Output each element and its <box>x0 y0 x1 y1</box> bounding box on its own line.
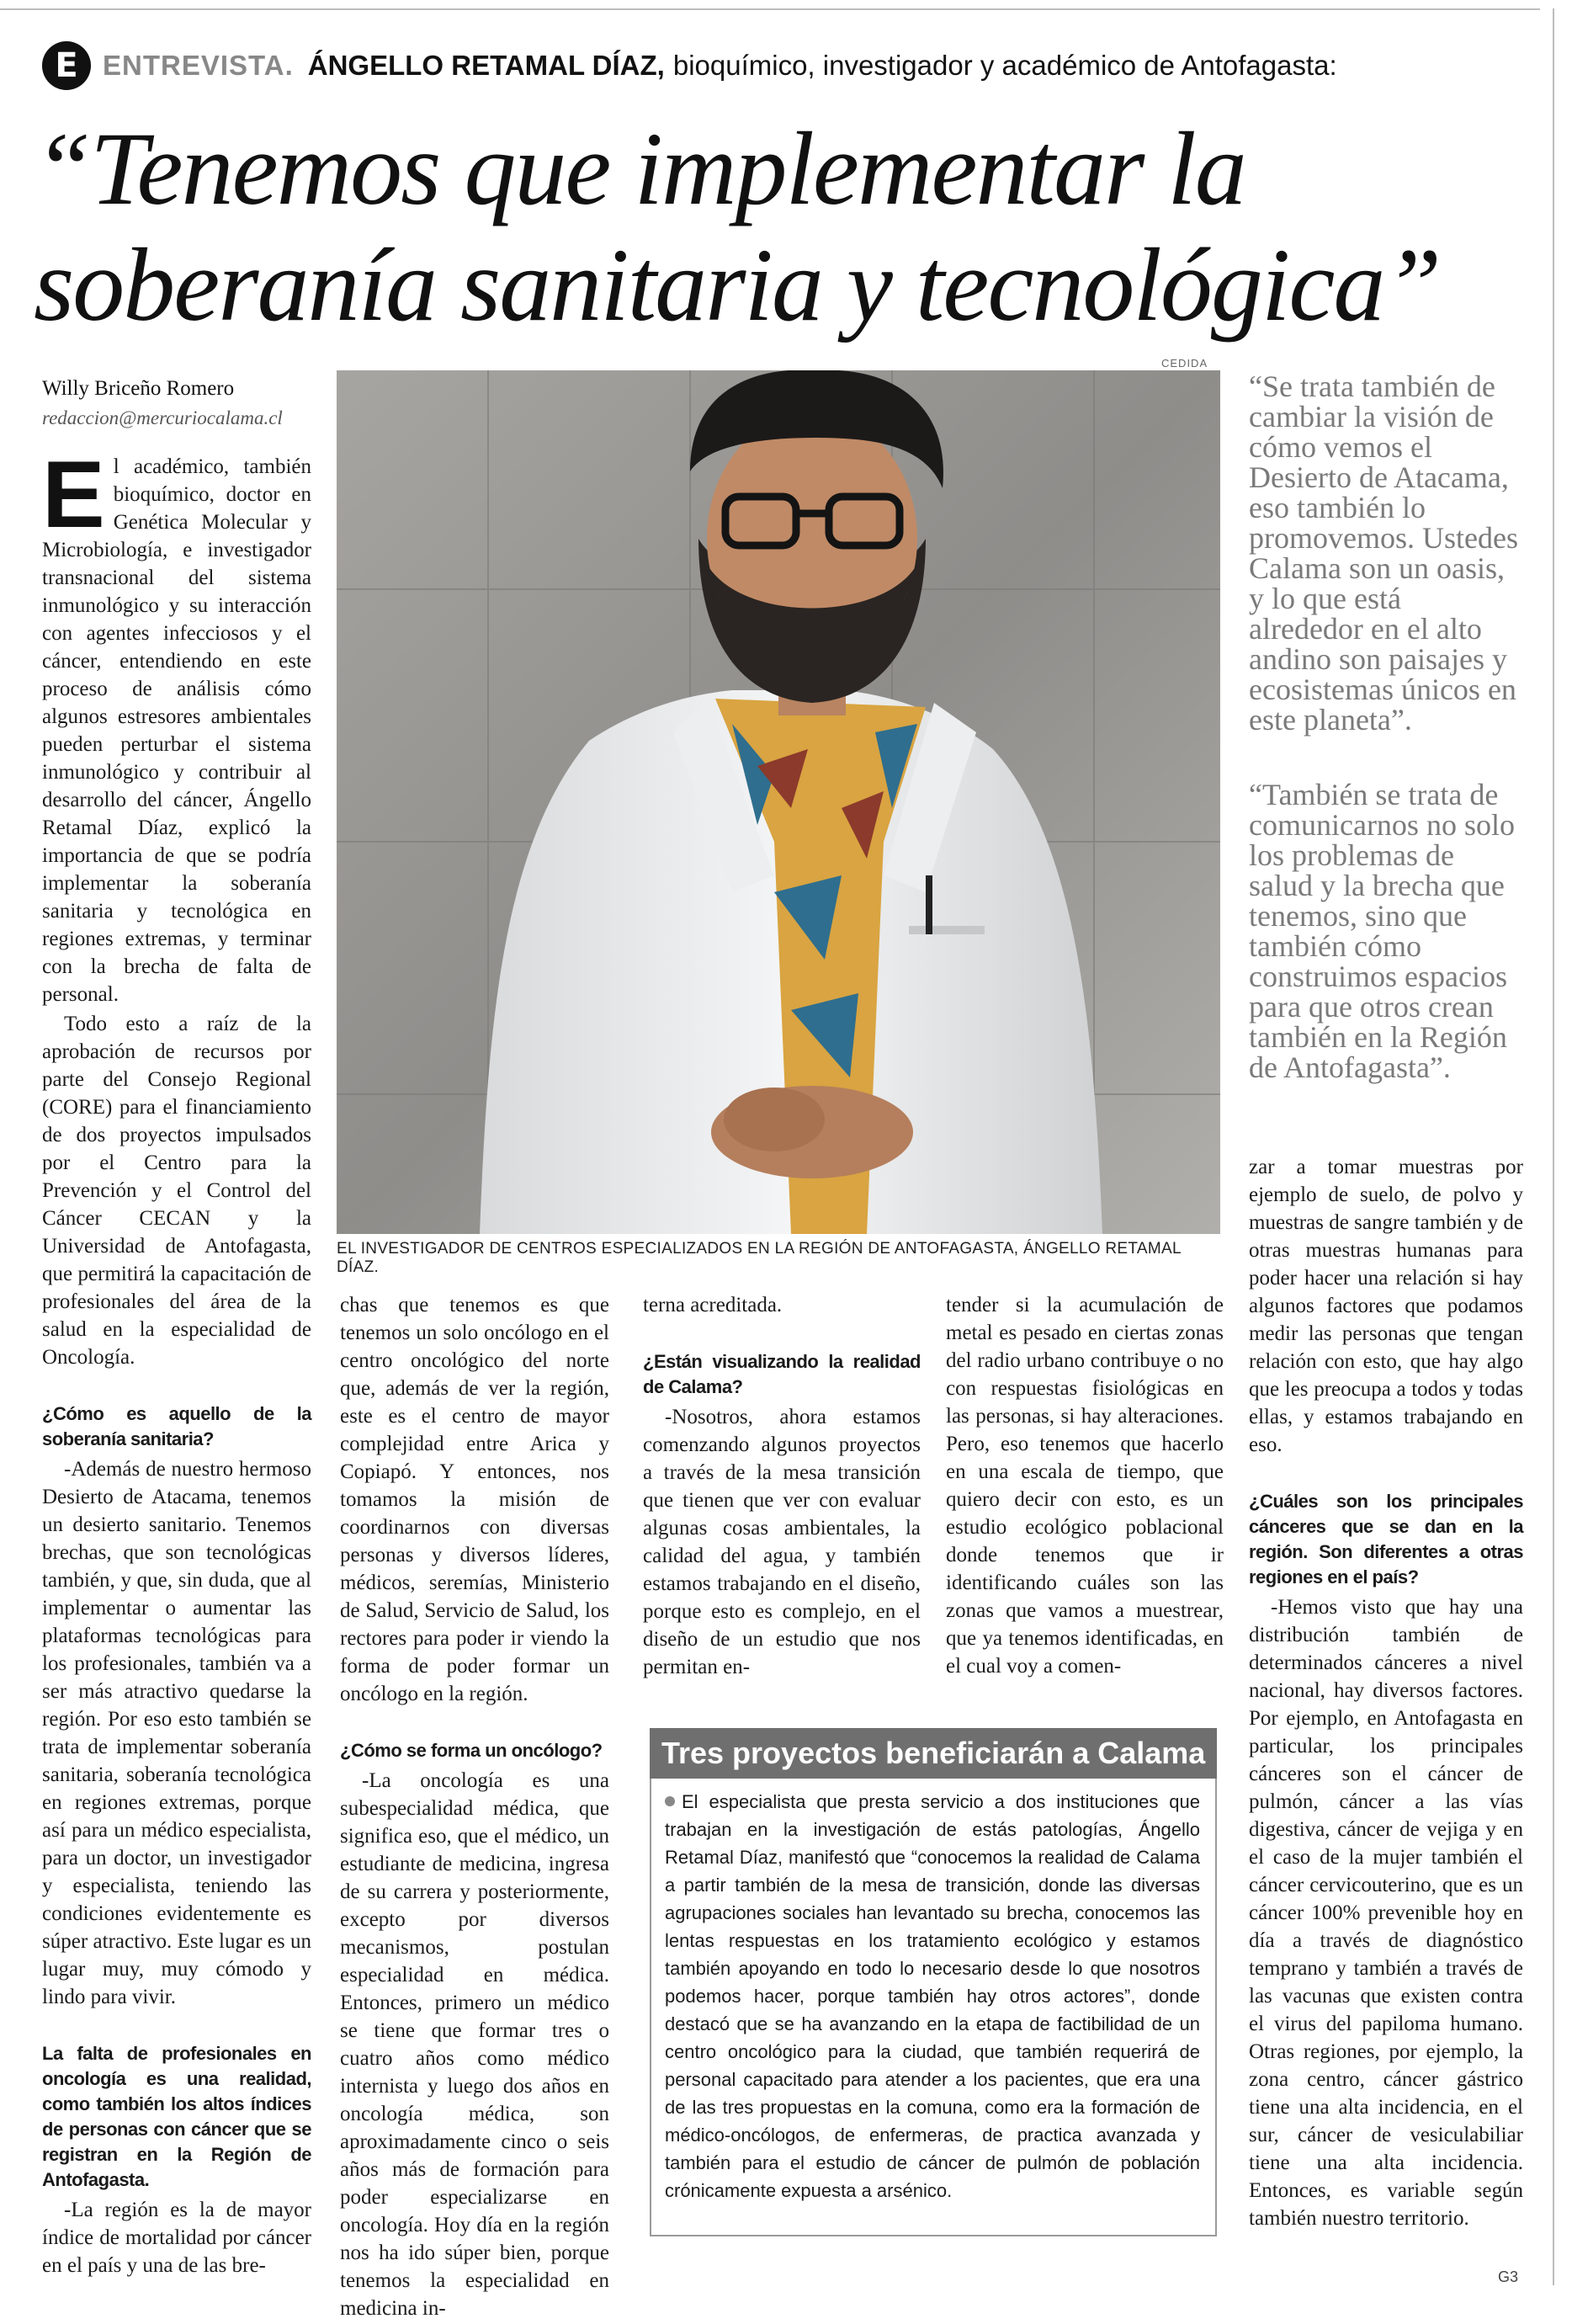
answer: -Además de nuestro hermoso Desierto de Atacama, tenemos un desierto sanitario. Tenemos brechas, que son tecnológicas también, y que, sin duda, que al implementar o aumentar las plataformas tecnológicas para los profesionales, también va a ser más atractivo quedarse la región. Por eso esto también se trata de implementar soberanía sanitaria, soberanía tecnológica en regiones extremas, porque así para un médico especialista, para un doctor, un investigador y especialista, teniendo las condiciones evidentemente es súper atractivo. Este lugar es un lugar muy, muy cómodo y lindo para vivir. <box>42 1458 311 2008</box>
headline-line-1: “Tenemos que implementar la <box>34 111 1245 226</box>
column-5 <box>1249 1153 1523 2234</box>
box-body: El especialista que presta servicio a dos instituciones que trabajan en la investigación de estás patologías, Ángello Retamal Díaz, manifestó que “conocemos la realidad de Calama a partir también de la mesa de transición, donde las diversas agrupaciones sociales han levantado su brecha, conocemos las lentas respuestas en los tratamiento ecológico y estamos también apoyando en todo lo necesario desde lo que nosotros podemos hacer, porque también hay otros actores”, donde destacó que se ha avanzando en la etapa de factibilidad de un centro oncológico para la ciudad, que también requerirá de personal capacitado para atender a los pacientes, que era una de las tres propuestas en la comuna, como era la formación de médico-oncólogos, de enfermeras, de practica avanzada y también para el estudio de cáncer de pulmón de población crónicamente expuesta a arsénico. <box>665 1791 1200 2201</box>
photo-caption: EL INVESTIGADOR DE CENTROS ESPECIALIZADOS EN LA REGIÓN DE ANTOFAGASTA, ÁNGELLO RETAMAL DÍAZ. <box>337 1240 1182 1276</box>
answer: -La región es la de mayor índice de mortalidad por cáncer en el país y una de las bre- <box>42 2199 311 2277</box>
end-mark: G3 <box>1498 2268 1519 2285</box>
paragraph: Todo esto a raíz de la aprobación de recursos por parte del Consejo Regional (CORE) para el financiamiento de dos proyectos impulsados por el Centro para la Prevención y el Control del Cáncer CECAN y la Universidad de Antofagasta, que permitirá la capacitación de profesionales del área de la salud en la especialidad de Oncología. <box>42 1013 311 1369</box>
paragraph: tender si la acumulación de metal es pesado en ciertas zonas del radio urbano contribuye o no con respuestas fisiológicas en las personas, si hay alteraciones. Pero, eso tenemos que hacerlo en una escala de tiempo, que quiero decir con esto, es un estudio ecológico poblacional donde tenemos que ir identificando cuáles son las zonas que vamos a muestrear, que ya tenemos identificadas, en el cual voy a comen- <box>946 1294 1224 1678</box>
answer: -Nosotros, ahora estamos comenzando algunos proyectos a través de la mesa transición que tienen que ver con evaluar algunas cosas ambientales, la calidad del agua, y también estamos trabajando en el diseño, porque esto es complejo, en el diseño de un estudio que nos permitan en- <box>643 1406 921 1678</box>
intro-text: l académico, también bioquímico, doctor en Genética Molecular y Microbiología, e investigador transnacional del sistema inmunológico y su interacción con agentes infecciosos y el cáncer, entendiendo en este proceso de análisis cómo algunos estresores ambientales pueden perturbar el sistema inmunológico y contribuir al desarrollo del cáncer, Ángello Retamal Díaz, explicó la importancia de que se podría implementar la soberanía sanitaria y tecnológica en regiones extremas, y terminar con la brecha de falta de personal. <box>42 455 311 1006</box>
interviewee-description: bioquímico, investigador y académico de Antofagasta: <box>672 50 1337 81</box>
question: La falta de profesionales en oncología es una realidad, como también los altos índices de personas con cáncer que se registran en la Región de Antofagasta. <box>42 2043 311 2190</box>
author-email[interactable]: redaccion@mercuriocalama.cl <box>42 407 283 428</box>
question: ¿Cómo se forma un oncólogo? <box>340 1740 603 1761</box>
intro-paragraph <box>42 442 311 1008</box>
question: ¿Están visualizando la realidad de Calama? <box>643 1351 921 1397</box>
column-2 <box>340 1291 609 2324</box>
headline-line-2: soberanía sanitaria y tecnológica” <box>34 227 1441 343</box>
top-rule <box>0 8 1540 10</box>
paragraph: zar a tomar muestras por ejemplo de suelo, de polvo y muestras de sangre también y de otras muestras humanas para poder hacer una relación si hay algunos factores que podamos medir las personas que tengan relación con esto, que hay algo que les preocupa a todos y todas ellas, y estamos trabajando en eso. <box>1249 1156 1523 1456</box>
pull-quote-2: “También se trata de comunicarnos no solo los problemas de salud y la brecha que tenemos, sino que también cómo construimos espacios para que otros crean también en la Región de Antofagasta”. <box>1249 778 1515 1084</box>
side-rule <box>1553 8 1554 2285</box>
interviewee-name: ÁNGELLO RETAMAL DÍAZ, <box>307 50 665 81</box>
box-text <box>665 1788 1200 2204</box>
section-badge: E <box>42 41 91 90</box>
headline <box>34 111 1540 343</box>
drop-cap: E <box>42 442 105 547</box>
bullet-icon <box>665 1796 675 1806</box>
kicker <box>42 40 1337 91</box>
author: Willy Briceño Romero <box>42 377 235 400</box>
section-dot: . <box>284 50 293 81</box>
question: ¿Cómo es aquello de la soberanía sanitaria? <box>42 1403 311 1449</box>
paragraph: chas que tenemos es que tenemos un solo oncólogo en el centro oncológico del norte que, además de ver la región, este es el centro de mayor complejidad entre Arica y Copiapó. Y entonces, nos tomamos la misión de coordinarnos con diversas personas y diversos líderes, médicos, seremías, Ministerio de Salud, Servicio de Salud, los rectores para poder ir viendo la forma de poder formar un oncólogo en la región. <box>340 1294 609 1705</box>
question: ¿Cuáles son los principales cánceres que se dan en la región. Son diferentes a otras regiones en el país? <box>1249 1491 1523 1587</box>
answer: -La oncología es una subespecialidad médica, que significa eso, que el médico, un estudiante de medicina, ingresa de su carrera y posteriormente, excepto por diversos mecanismos, postulan especialidad en médica. Entonces, primero un médico se tiene que formar tres o cuatro años como médico internista y luego dos años en oncología médica, son aproximadamente cinco o seis años más de formación para poder especializarse en oncología. Hoy día en la región nos ha ido súper bien, porque tenemos la especialidad en medicina in- <box>340 1769 609 2320</box>
column-1 <box>42 442 311 2281</box>
column-4 <box>946 1291 1224 1682</box>
column-3 <box>643 1291 921 1683</box>
pull-quote-1: “Se trata también de cambiar la visión de cómo vemos el Desierto de Atacama, eso también lo promovemos. Ustedes Calama son un oasis, y lo que está alrededor en el alto andino son paisajes y ecosistemas únicos en este planeta”. <box>1249 370 1518 737</box>
answer: -Hemos visto que hay una distribución también de determinados cánceres a nivel nacional, hay diversos factores. Por ejemplo, en Antofagasta en particular, los principales cánceres son el cáncer de pulmón, cáncer a las vías digestiva, cáncer de vejiga y en el caso de la mujer también el cáncer cervicouterino, que es un cáncer 100% prevenible hoy en día a través de diagnóstico temprano y también a través de las vacunas que existen contra el virus del papiloma humano. Otras regiones, por ejemplo, la zona centro, cáncer gástrico tiene una alta incidencia, en el sur, cáncer de vesiculabiliar tiene una alta incidencia. Entonces, es variable según también nuestro territorio. <box>1249 1596 1523 2230</box>
paragraph: terna acreditada. <box>643 1294 783 1316</box>
box-title: Tres proyectos beneficiarán a Calama <box>650 1728 1217 1779</box>
portrait-photo <box>337 370 1220 1234</box>
section-label: ENTREVISTA <box>103 50 285 81</box>
photo-credit: CEDIDA <box>1161 357 1208 370</box>
